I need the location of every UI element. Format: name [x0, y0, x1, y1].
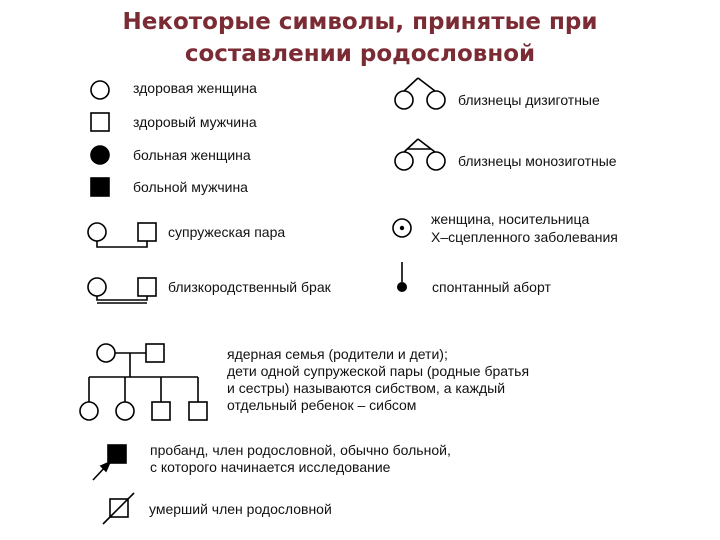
- carrier-female-label-line-1: женщина, носительница: [431, 211, 590, 227]
- proband-label-line-2: с которого начинается исследование: [150, 459, 391, 475]
- affected-female-symbol: [91, 146, 109, 164]
- spontaneous-abortion-label: спонтанный аборт: [432, 279, 551, 295]
- dizygotic-twins-label: близнецы дизиготные: [458, 92, 600, 108]
- consanguineous-marriage-symbol: [88, 278, 156, 303]
- title-line-1: Некоторые символы, принятые при: [122, 9, 598, 35]
- monozygotic-twins-label: близнецы монозиготные: [458, 153, 617, 169]
- carrier-female-label-line-2: Х–сцепленного заболевания: [431, 229, 618, 245]
- consanguineous-marriage-label: близкородственный брак: [168, 279, 331, 295]
- affected-female-label: больная женщина: [133, 147, 251, 163]
- healthy-female-symbol: [91, 81, 109, 99]
- nuclear-family-label-line-4: отдельный ребенок – сибсом: [227, 397, 417, 413]
- deceased-label: умерший член родословной: [149, 501, 332, 517]
- married-couple-label: супружеская пара: [168, 224, 286, 240]
- healthy-male-symbol: [91, 113, 109, 131]
- nuclear-family-label-line-1: ядерная семья (родители и дети);: [227, 346, 448, 362]
- healthy-female-label: здоровая женщина: [133, 80, 257, 96]
- dizygotic-twins-symbol: [395, 78, 445, 109]
- monozygotic-twins-symbol: [395, 139, 445, 170]
- healthy-male-label: здоровый мужчина: [133, 114, 257, 130]
- proband-symbol: [93, 445, 126, 480]
- deceased-symbol: [103, 493, 134, 524]
- married-couple-symbol: [88, 223, 156, 247]
- proband-label-line-1: пробанд, член родословной, обычно больной,: [150, 442, 451, 458]
- affected-male-label: больной мужчина: [133, 179, 248, 195]
- nuclear-family-label-line-2: дети одной супружеской пары (родные братья: [227, 363, 530, 379]
- nuclear-family-label-line-3: и сестры) называются сибством, а каждый: [227, 380, 506, 396]
- nuclear-family-symbol: [80, 344, 207, 420]
- spontaneous-abortion-symbol: [397, 262, 407, 292]
- affected-male-symbol: [91, 178, 109, 196]
- title-line-2: составлении родословной: [184, 41, 536, 67]
- carrier-female-symbol: [393, 219, 411, 237]
